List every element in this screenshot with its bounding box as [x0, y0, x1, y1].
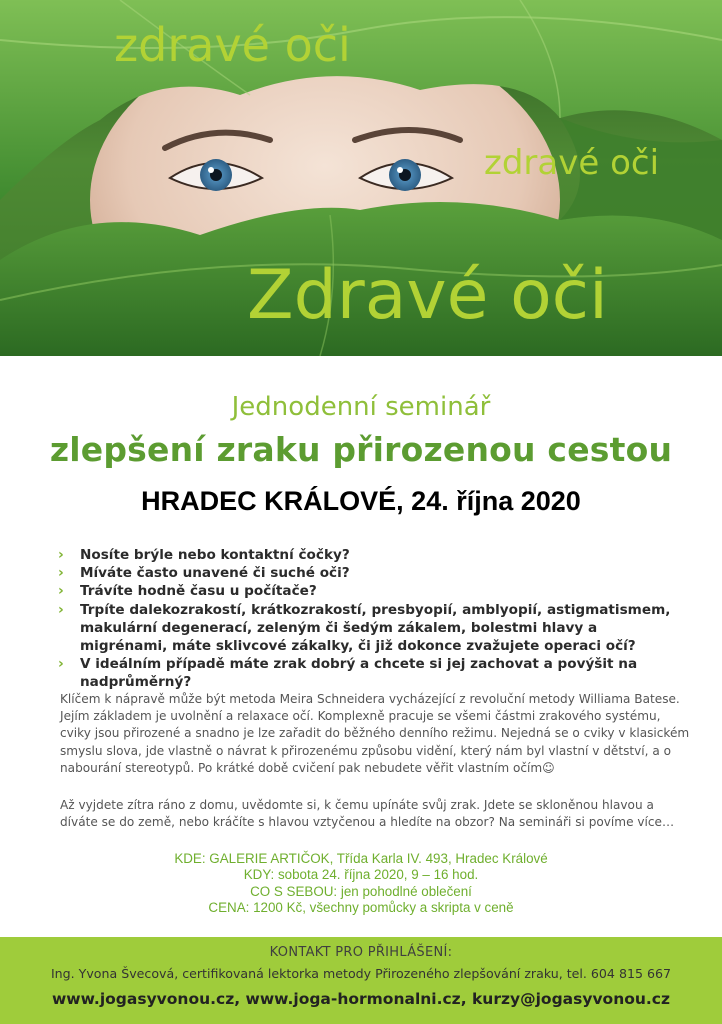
question-item: › Trávíte hodně času u počítače? [58, 583, 317, 600]
location-date: HRADEC KRÁLOVÉ, 24. října 2020 [141, 486, 581, 516]
event-price: CENA: 1200 Kč, všechny pomůcky a skripta v ceně [208, 900, 514, 916]
question-item: › Trpíte dalekozrakostí, krátkozrakostí, presbyopií, amblyopií, astigmatismem, makulární degenerací, zeleným či šedým zákalem, bolestmi hlavy a migrénami, máte sklivcové zákalky, či již dokonce zvažujete operaci očí? [58, 601, 671, 655]
chevron-right-icon: › [58, 565, 64, 582]
hero-text-right: zdravé oči [484, 143, 660, 183]
seminar-title: zlepšení zraku přirozenou cestou [49, 430, 673, 469]
contact-person: Ing. Yvona Švecová, certifikovaná lektorka metody Přirozeného zlepšování zraku, tel. 604 815 667 [50, 966, 672, 981]
chevron-right-icon: › [58, 547, 64, 563]
event-place: KDE: GALERIE ARTIČOK, Třída Karla IV. 493, Hradec Králové [174, 851, 548, 866]
event-info [0, 851, 722, 917]
chevron-right-icon: › [58, 601, 64, 618]
contact-heading: KONTAKT PRO PŘIHLÁŠENÍ: [269, 945, 453, 960]
chevron-right-icon: › [58, 583, 64, 600]
seminar-subtitle: Jednodenní seminář [231, 392, 491, 422]
question-item: › V ideálním případě máte zrak dobrý a chcete si jej zachovat a povýšit na nadprůměrný? [58, 656, 638, 691]
description-paragraph: Klíčem k nápravě může být metoda Meira Schneidera vycházející z revoluční metody Williama Batese. Jejím základem je uvolnění a relaxace očí. Komplexně pracuje se všemi částmi zrakového systému, cviky jsou přirozené a snadno je lze zařadit do běžného denního režimu. Nejedná se o cviky v klasickém smyslu slova, jde vlastně o návrat k přirozenému způsobu vidění, který nám byl vlastní v dětství, a o nabourání stereotypů. Po krátké době cvičení pak nebudete věřit vlastním očím☺ [60, 692, 690, 775]
event-time: KDY: sobota 24. října 2020, 9 – 16 hod. [243, 867, 479, 883]
chevron-right-icon: › [58, 656, 64, 673]
question-item: › Nosíte brýle nebo kontaktní čočky? [58, 547, 350, 563]
hero-text-large: Zdravé oči [247, 256, 608, 335]
invitation-paragraph: Až vyjdete zítra ráno z domu, uvědomte si, k čemu upínáte svůj zrak. Jdete se skloněnou hlavou a díváte se do země, nebo kráčíte s hlavou vztyčenou a hledíte na obzor? Na semináři si povíme více… [60, 798, 675, 830]
question-list [58, 546, 686, 692]
contact-links[interactable]: www.jogasyvonou.cz, www.joga-hormonalni.cz, kurzy@jogasyvonou.cz [51, 990, 671, 1008]
hero-image [0, 0, 722, 356]
event-bring: CO S SEBOU: jen pohodlné oblečení [250, 883, 472, 899]
hero-text-top: zdravé oči [114, 18, 351, 72]
contact-footer [0, 937, 722, 1024]
question-item: › Míváte často unavené či suché oči? [58, 565, 350, 582]
